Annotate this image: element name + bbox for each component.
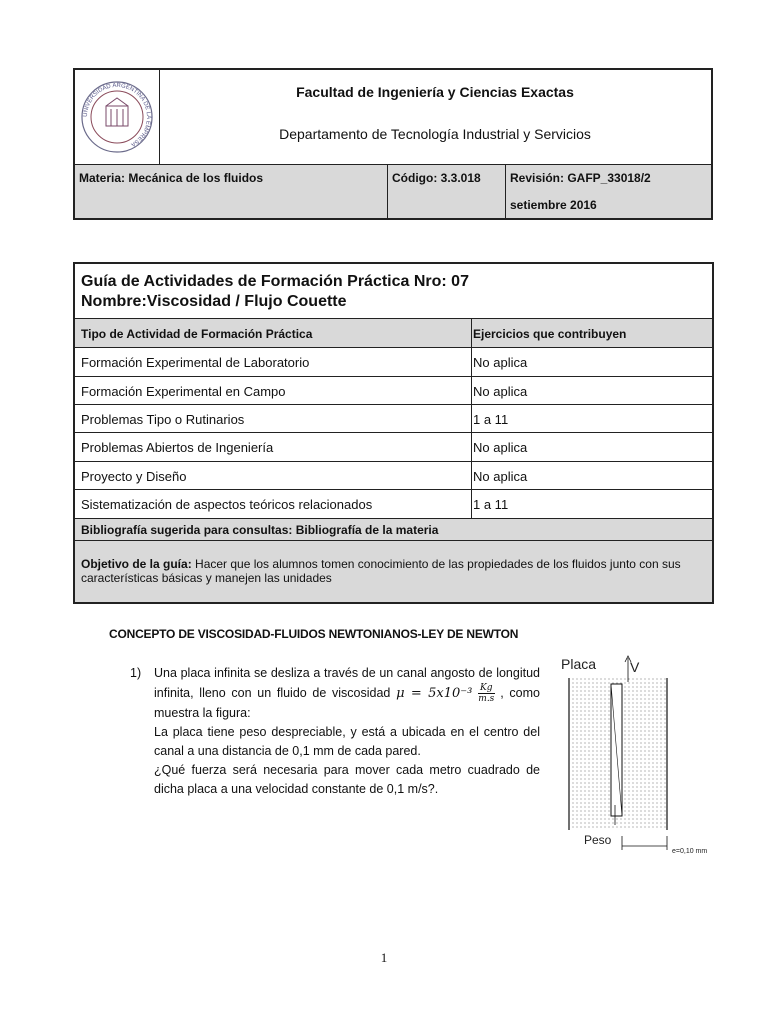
table-row <box>75 404 712 433</box>
table-row <box>75 432 712 462</box>
guide-title-line2: Nombre:Viscosidad / Flujo Couette <box>81 293 347 310</box>
viscosity-unit <box>478 683 495 704</box>
faculty-title: Facultad de Ingeniería y Ciencias Exactas <box>296 84 574 100</box>
logo-cell <box>75 70 160 164</box>
section-title: CONCEPTO DE VISCOSIDAD-FLUIDOS NEWTONIANOS-LEY DE NEWTON <box>109 627 519 641</box>
activity-cell: Proyecto y Diseño <box>81 468 187 484</box>
header-table <box>73 68 713 220</box>
exercises-cell: No aplica <box>471 433 712 462</box>
problem-text-b: , como muestra la figura: <box>154 685 540 720</box>
problem-body <box>154 664 540 799</box>
activity-cell: Problemas Tipo o Rutinarios <box>81 411 245 427</box>
materia-cell: Materia: Mecánica de los fluidos <box>75 165 388 218</box>
objective-text-block <box>81 557 702 585</box>
university-seal-icon <box>75 70 159 164</box>
header-titles <box>159 70 711 164</box>
viscosity-expression: μ = 5x10⁻³ <box>396 685 473 701</box>
unit-denominator: m.s <box>478 694 495 704</box>
revision-date: setiembre 2016 <box>510 198 597 212</box>
problem-text-a: Una placa infinita se desliza a través de un canal angosto de longitud infinita, lleno con un fluido de viscosidad <box>154 666 540 700</box>
table-header-row <box>75 318 712 348</box>
activity-cell: Problemas Abiertos de Ingeniería <box>81 440 274 455</box>
revision-text: Revisión: GAFP_33018/2 <box>510 171 651 185</box>
objective-text: Hacer que los alumnos tomen conocimiento de las propiedades de los fluidos junto con sus características básicas y manejen las unidades <box>81 557 681 585</box>
peso-label: Peso <box>584 833 612 847</box>
channel-diagram <box>548 650 718 860</box>
bibliography-text: Bibliografía sugerida para consultas: Bibliografía de la materia <box>81 523 439 537</box>
page-number: 1 <box>380 950 388 965</box>
guide-title <box>81 272 469 312</box>
guide-title-line1: Guía de Actividades de Formación Práctica Nro: 07 <box>81 273 469 290</box>
gap-label: e=0,10 mm <box>672 848 708 855</box>
exercises-cell: No aplica <box>471 462 712 490</box>
activity-cell: Sistematización de aspectos teóricos relacionados <box>81 497 373 512</box>
activity-cell: Formación Experimental en Campo <box>81 383 286 399</box>
exercises-cell: No aplica <box>471 377 712 405</box>
seal-text: UNIVERSIDAD ARGENTINA DE LA EMPRESA <box>82 82 152 148</box>
revision-cell <box>506 165 711 218</box>
problem-line-3: ¿Qué fuerza será necesaria para mover cada metro cuadrado de dicha placa a una velocidad constante de 0,1 m/s?. <box>154 763 540 796</box>
col-exercises-header: Ejercicios que contribuyen <box>471 319 712 348</box>
bibliography-row <box>75 518 712 541</box>
exercises-cell: 1 a 11 <box>471 490 712 519</box>
activity-cell: Formación Experimental de Laboratorio <box>81 355 310 370</box>
table-row <box>75 461 712 490</box>
objective-row <box>75 540 712 602</box>
problem-statement <box>154 664 540 723</box>
unit-numerator: Kg <box>480 683 493 693</box>
codigo-cell: Código: 3.3.018 <box>388 165 506 218</box>
exercises-cell: No aplica <box>471 348 712 377</box>
col-activity-header: Tipo de Actividad de Formación Práctica <box>81 326 313 341</box>
objective-label: Objetivo de la guía: <box>81 557 192 571</box>
exercises-cell: 1 a 11 <box>471 405 712 433</box>
table-row <box>75 347 712 377</box>
department-title: Departamento de Tecnología Industrial y Servicios <box>279 126 591 142</box>
activities-table <box>73 262 714 604</box>
channel-plate-figure <box>548 650 718 860</box>
problem-line-2: La placa tiene peso despreciable, y está a ubicada en el centro del canal a una distancia de 0,1 mm de cada pared. <box>154 725 540 758</box>
placa-label: Placa <box>561 656 597 672</box>
course-info-row <box>75 164 711 218</box>
velocity-label: V <box>630 659 640 675</box>
problem-number: 1) <box>130 666 142 680</box>
table-row <box>75 489 712 519</box>
table-row <box>75 376 712 405</box>
